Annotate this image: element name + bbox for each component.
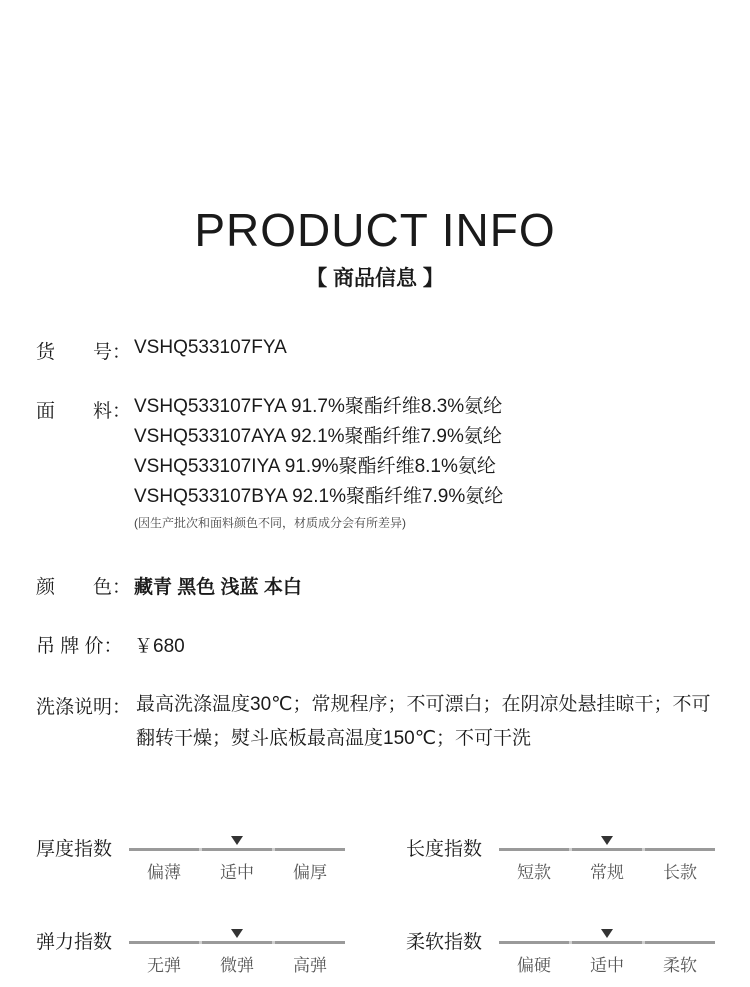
fabric-note: (因生产批次和面料颜色不同，材质成分会有所差异) xyxy=(134,516,406,530)
fabric-line: VSHQ533107FYA 91.7%聚酯纤维8.3%氨纶 xyxy=(134,396,503,417)
color-label: 颜 色： xyxy=(36,577,132,598)
wash-value: 最高洗涤温度30℃；常规程序；不可漂白；在阴凉处悬挂晾干；不可翻转干燥；熨斗底板最高温度150℃；不可干洗 xyxy=(136,694,711,749)
metric-option: 长款 xyxy=(663,863,697,882)
selected-marker-icon xyxy=(231,836,243,845)
scale-segment xyxy=(645,941,715,944)
metric-option: 短款 xyxy=(517,863,551,882)
metric-name: 柔软指数 xyxy=(406,932,483,953)
price-value: ￥680 xyxy=(134,636,185,657)
price-label: 吊 牌 价： xyxy=(36,636,123,657)
color-value: 藏青 黑色 浅蓝 本白 xyxy=(134,577,302,598)
metric-scale xyxy=(499,848,715,851)
scale-segment xyxy=(275,941,345,944)
metric-option: 适中 xyxy=(590,956,624,975)
scale-segment xyxy=(202,941,272,944)
length-index xyxy=(406,834,726,894)
sku-value: VSHQ533107FYA xyxy=(134,337,287,358)
metric-name: 长度指数 xyxy=(406,839,483,860)
scale-segment xyxy=(499,848,569,851)
metric-option: 偏硬 xyxy=(517,956,551,975)
softness-index xyxy=(406,927,726,987)
wash-row xyxy=(36,688,716,768)
metric-option: 偏薄 xyxy=(147,863,181,882)
metric-scale xyxy=(129,941,345,944)
metric-scale xyxy=(129,848,345,851)
elasticity-index xyxy=(36,927,356,987)
thickness-index xyxy=(36,834,356,894)
scale-segment xyxy=(572,848,642,851)
sku-label: 货 号： xyxy=(36,342,132,363)
scale-segment xyxy=(275,848,345,851)
metric-name: 弹力指数 xyxy=(36,932,113,953)
fabric-label: 面 料： xyxy=(36,401,132,422)
scale-segment xyxy=(572,941,642,944)
scale-segment xyxy=(499,941,569,944)
metric-option: 无弹 xyxy=(147,956,181,975)
metric-name: 厚度指数 xyxy=(36,839,113,860)
metric-scale xyxy=(499,941,715,944)
fabric-line: VSHQ533107IYA 91.9%聚酯纤维8.1%氨纶 xyxy=(134,456,496,477)
scale-segment xyxy=(645,848,715,851)
metric-option: 常规 xyxy=(590,863,624,882)
metric-option: 高弹 xyxy=(293,956,327,975)
selected-marker-icon xyxy=(231,929,243,938)
scale-segment xyxy=(202,848,272,851)
metric-option: 柔软 xyxy=(663,956,697,975)
selected-marker-icon xyxy=(601,929,613,938)
wash-label: 洗涤说明： xyxy=(36,697,132,718)
metric-option: 微弹 xyxy=(220,956,254,975)
selected-marker-icon xyxy=(601,836,613,845)
scale-segment xyxy=(129,848,199,851)
metric-option: 适中 xyxy=(220,863,254,882)
scale-segment xyxy=(129,941,199,944)
fabric-value xyxy=(134,392,503,531)
fabric-line: VSHQ533107AYA 92.1%聚酯纤维7.9%氨纶 xyxy=(134,426,502,447)
page-subtitle: 【 商品信息 】 xyxy=(306,267,444,290)
fabric-line: VSHQ533107BYA 92.1%聚酯纤维7.9%氨纶 xyxy=(134,486,504,507)
page-title: PRODUCT INFO xyxy=(194,204,556,256)
metric-option: 偏厚 xyxy=(293,863,327,882)
